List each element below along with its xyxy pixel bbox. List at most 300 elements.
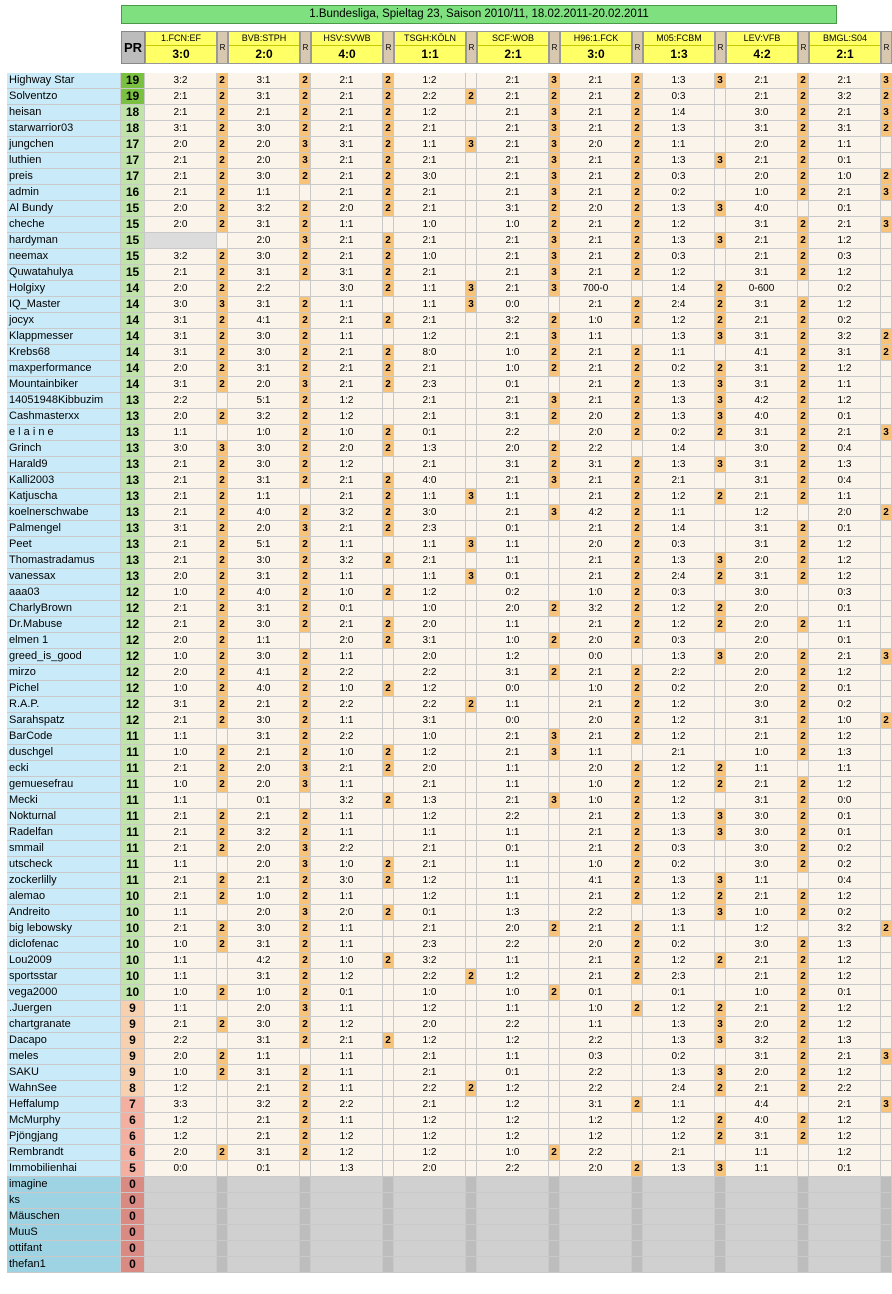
score-cell	[881, 633, 892, 649]
tip-cell: 3:1	[726, 457, 798, 473]
tip-cell: 2:1	[145, 89, 217, 105]
score-cell	[549, 777, 560, 793]
player-points: 13	[121, 473, 145, 489]
score-cell	[217, 1209, 228, 1225]
score-cell: 2	[632, 297, 643, 313]
tip-cell: 0:2	[809, 841, 881, 857]
score-cell	[881, 297, 892, 313]
tip-cell: 2:1	[145, 761, 217, 777]
score-cell: 3	[466, 281, 477, 297]
score-cell	[632, 1049, 643, 1065]
player-name: gemuesefrau	[7, 777, 121, 793]
score-cell: 2	[632, 969, 643, 985]
score-cell: 2	[798, 665, 809, 681]
score-cell	[715, 121, 726, 137]
score-cell: 2	[632, 569, 643, 585]
player-name: Pjöngjang	[7, 1129, 121, 1145]
tip-cell: 1:2	[809, 889, 881, 905]
score-cell: 2	[217, 601, 228, 617]
tip-cell: 3:0	[394, 505, 466, 521]
score-cell: 2	[300, 329, 311, 345]
tip-cell: 1:2	[809, 393, 881, 409]
tip-cell: 1:0	[394, 217, 466, 233]
score-cell: 3	[715, 1065, 726, 1081]
score-cell	[881, 953, 892, 969]
tip-cell: 3:1	[145, 313, 217, 329]
score-cell	[881, 601, 892, 617]
score-cell	[632, 1257, 643, 1273]
score-cell	[549, 1209, 560, 1225]
score-cell: 2	[632, 505, 643, 521]
table-row	[7, 1257, 839, 1273]
score-cell: 2	[383, 233, 394, 249]
match-result: 4:2	[753, 47, 771, 61]
player-name: WahnSee	[7, 1081, 121, 1097]
tip-cell: 2:0	[560, 937, 632, 953]
tip-cell: 1:2	[311, 1145, 383, 1161]
score-cell: 2	[632, 425, 643, 441]
table-row	[7, 569, 852, 585]
player-name: CharlyBrown	[7, 601, 121, 617]
score-cell: 3	[715, 73, 726, 89]
tip-cell: 1:2	[643, 1129, 715, 1145]
score-cell: 3	[715, 1033, 726, 1049]
tip-cell: 3:1	[726, 297, 798, 313]
score-cell: 2	[383, 121, 394, 137]
tip-cell: 2:0	[145, 665, 217, 681]
score-cell: 2	[632, 521, 643, 537]
score-cell	[549, 937, 560, 953]
score-cell: 2	[217, 489, 228, 505]
tip-cell: 2:0	[228, 233, 300, 249]
player-name: chartgranate	[7, 1017, 121, 1033]
tip-cell: 2:1	[726, 489, 798, 505]
table-row	[7, 1129, 852, 1145]
score-cell: 2	[300, 361, 311, 377]
score-cell: 3	[881, 185, 892, 201]
tip-cell: 1:1	[311, 537, 383, 553]
tip-cell: 1:1	[394, 569, 466, 585]
score-cell: 2	[300, 1033, 311, 1049]
score-cell: 3	[715, 393, 726, 409]
score-cell	[466, 601, 477, 617]
score-cell	[466, 393, 477, 409]
player-points: 12	[121, 617, 145, 633]
score-cell	[881, 841, 892, 857]
score-cell	[549, 1177, 560, 1193]
player-points: 11	[121, 857, 145, 873]
score-cell	[466, 617, 477, 633]
score-cell	[715, 1225, 726, 1241]
tip-cell: 1:2	[643, 889, 715, 905]
tip-cell	[228, 1193, 300, 1209]
tip-cell	[228, 1257, 300, 1273]
tip-cell: 1:0	[560, 777, 632, 793]
tip-cell: 1:1	[228, 633, 300, 649]
score-cell: 3	[549, 137, 560, 153]
score-cell	[881, 1033, 892, 1049]
player-name: thefan1	[7, 1257, 121, 1273]
score-cell: 2	[300, 1081, 311, 1097]
tip-cell: 2:1	[726, 969, 798, 985]
tip-cell: 1:3	[809, 745, 881, 761]
tip-cell: 3:1	[145, 345, 217, 361]
score-cell: 2	[798, 809, 809, 825]
score-cell	[798, 1225, 809, 1241]
player-points: 14	[121, 281, 145, 297]
tip-cell: 1:2	[643, 953, 715, 969]
tip-cell: 3:1	[809, 121, 881, 137]
tip-cell: 2:0	[145, 137, 217, 153]
score-cell: 3	[549, 185, 560, 201]
score-cell: 2	[217, 825, 228, 841]
score-cell	[466, 553, 477, 569]
score-cell: 2	[217, 121, 228, 137]
score-cell: 2	[217, 873, 228, 889]
score-cell: 2	[632, 889, 643, 905]
score-cell: 2	[632, 537, 643, 553]
tip-cell: 1:1	[311, 937, 383, 953]
tip-cell	[643, 1241, 715, 1257]
score-cell	[632, 1081, 643, 1097]
score-cell: 2	[632, 841, 643, 857]
tip-cell: 2:2	[394, 89, 466, 105]
tip-cell: 2:2	[477, 937, 549, 953]
table-row	[7, 1017, 852, 1033]
tip-cell: 2:0	[228, 841, 300, 857]
match-result: 3:0	[172, 47, 190, 61]
score-cell	[715, 969, 726, 985]
tip-cell: 2:3	[394, 521, 466, 537]
tip-cell: 3:0	[228, 345, 300, 361]
player-name: starwarrior03	[7, 121, 121, 137]
score-cell	[881, 1129, 892, 1145]
tip-cell: 3:0	[145, 297, 217, 313]
tip-cell: 2:3	[394, 377, 466, 393]
tip-cell: 2:1	[809, 73, 881, 89]
player-points: 9	[121, 1017, 145, 1033]
score-cell	[881, 537, 892, 553]
tip-cell: 1:1	[809, 761, 881, 777]
table-row	[7, 697, 852, 713]
player-name: preis	[7, 169, 121, 185]
score-cell	[383, 1017, 394, 1033]
tip-cell	[228, 1177, 300, 1193]
score-cell: 3	[715, 201, 726, 217]
tip-cell: 1:2	[560, 1113, 632, 1129]
tip-cell: 3:0	[311, 281, 383, 297]
table-row	[7, 649, 889, 665]
score-cell: 2	[300, 409, 311, 425]
tip-cell: 2:1	[560, 617, 632, 633]
score-cell	[466, 1017, 477, 1033]
score-cell: 2	[217, 777, 228, 793]
player-name: utscheck	[7, 857, 121, 873]
score-cell: 3	[715, 457, 726, 473]
tip-cell: 700-0	[560, 281, 632, 297]
score-cell	[466, 985, 477, 1001]
tip-cell: 2:0	[394, 649, 466, 665]
tip-cell: 2:1	[394, 1049, 466, 1065]
tip-cell: 0:0	[145, 1161, 217, 1177]
tip-cell: 0:3	[643, 633, 715, 649]
match-header-9	[809, 31, 881, 64]
tip-cell: 2:1	[560, 489, 632, 505]
score-cell	[383, 889, 394, 905]
tip-cell: 2:1	[394, 121, 466, 137]
tip-cell: 2:0	[726, 681, 798, 697]
score-cell	[217, 1257, 228, 1273]
score-cell: 2	[300, 937, 311, 953]
score-cell	[798, 201, 809, 217]
score-cell	[881, 617, 892, 633]
score-cell	[798, 601, 809, 617]
tip-cell: 1:2	[809, 569, 881, 585]
tip-cell: 1:2	[477, 1081, 549, 1097]
tip-cell: 0:1	[809, 521, 881, 537]
score-cell	[466, 761, 477, 777]
table-row	[7, 905, 852, 921]
score-cell	[383, 297, 394, 313]
tip-cell: 0:1	[560, 985, 632, 1001]
player-name: Palmengel	[7, 521, 121, 537]
tip-cell: 0:1	[809, 601, 881, 617]
tip-cell: 1:3	[643, 1017, 715, 1033]
score-cell: 2	[549, 409, 560, 425]
tip-cell: 2:0	[394, 761, 466, 777]
score-cell	[466, 889, 477, 905]
tip-cell: 1:1	[311, 809, 383, 825]
score-cell: 2	[632, 585, 643, 601]
score-cell	[881, 361, 892, 377]
tip-cell: 0:1	[643, 985, 715, 1001]
tip-cell: 1:1	[228, 489, 300, 505]
score-cell: 2	[632, 409, 643, 425]
match-name: HSV:SVWB	[312, 32, 382, 46]
match-name: BVB:STPH	[229, 32, 299, 46]
tip-cell: 1:3	[643, 1161, 715, 1177]
tip-cell: 1:1	[394, 297, 466, 313]
score-cell: 2	[217, 169, 228, 185]
tip-cell: 2:0	[145, 201, 217, 217]
tip-cell: 0:0	[809, 793, 881, 809]
score-cell: 2	[798, 777, 809, 793]
tip-cell	[643, 1177, 715, 1193]
table-row	[7, 233, 852, 249]
score-cell: 3	[715, 809, 726, 825]
tip-cell: 3:1	[311, 265, 383, 281]
score-cell	[798, 1257, 809, 1273]
tip-cell: 1:1	[477, 825, 549, 841]
tip-cell: 1:3	[643, 553, 715, 569]
score-cell	[383, 1113, 394, 1129]
score-cell	[632, 905, 643, 921]
tip-cell: 2:0	[726, 617, 798, 633]
tip-cell: 2:1	[311, 185, 383, 201]
tip-cell: 1:3	[643, 393, 715, 409]
tip-cell: 3:2	[809, 921, 881, 937]
score-cell	[881, 793, 892, 809]
tip-cell: 3:2	[560, 601, 632, 617]
score-cell: 3	[300, 137, 311, 153]
score-cell: 2	[632, 185, 643, 201]
tip-cell: 1:0	[311, 745, 383, 761]
score-cell: 3	[881, 217, 892, 233]
score-cell: 2	[466, 89, 477, 105]
score-cell: 2	[217, 521, 228, 537]
score-cell: 2	[300, 825, 311, 841]
score-cell: 2	[632, 393, 643, 409]
score-cell	[466, 649, 477, 665]
score-cell: 2	[300, 1129, 311, 1145]
score-cell: 2	[881, 121, 892, 137]
tip-cell: 2:1	[394, 265, 466, 281]
tip-cell: 1:1	[477, 489, 549, 505]
match-name: LEV:VFB	[727, 32, 797, 46]
score-cell	[466, 777, 477, 793]
score-cell: 2	[300, 697, 311, 713]
tip-cell: 1:1	[394, 537, 466, 553]
tip-cell: 2:2	[145, 1033, 217, 1049]
tip-cell: 5:1	[228, 393, 300, 409]
score-cell: 2	[383, 425, 394, 441]
tip-cell: 0:2	[643, 857, 715, 873]
tip-cell	[809, 1257, 881, 1273]
score-cell	[881, 697, 892, 713]
tip-cell: 3:0	[228, 329, 300, 345]
tip-cell: 1:2	[477, 1129, 549, 1145]
score-cell	[881, 473, 892, 489]
player-name: Krebs68	[7, 345, 121, 361]
player-points: 11	[121, 745, 145, 761]
tip-cell: 1:0	[477, 1145, 549, 1161]
player-name: Mäuschen	[7, 1209, 121, 1225]
score-cell	[798, 921, 809, 937]
score-cell: 2	[383, 793, 394, 809]
tip-cell: 1:1	[311, 921, 383, 937]
score-cell: 3	[300, 761, 311, 777]
tip-cell: 2:1	[394, 777, 466, 793]
score-cell	[881, 393, 892, 409]
score-cell: 2	[798, 489, 809, 505]
score-cell: 2	[383, 617, 394, 633]
score-cell	[217, 1161, 228, 1177]
score-cell	[632, 441, 643, 457]
score-cell: 3	[549, 281, 560, 297]
player-name: Klappmesser	[7, 329, 121, 345]
table-row	[7, 857, 852, 873]
tip-cell: 1:3	[643, 873, 715, 889]
score-cell	[715, 473, 726, 489]
tip-cell: 1:0	[394, 601, 466, 617]
tip-cell: 0:3	[560, 1049, 632, 1065]
tip-cell: 1:2	[394, 745, 466, 761]
tip-cell: 2:1	[560, 361, 632, 377]
tip-cell: 2:0	[560, 425, 632, 441]
score-cell: 2	[798, 153, 809, 169]
tip-cell: 2:1	[394, 841, 466, 857]
score-cell: 2	[300, 1113, 311, 1129]
score-cell	[715, 665, 726, 681]
tip-cell: 1:1	[145, 793, 217, 809]
score-cell	[881, 1257, 892, 1273]
tip-cell	[228, 1209, 300, 1225]
score-cell: 2	[300, 105, 311, 121]
score-cell	[881, 665, 892, 681]
score-cell: 2	[300, 425, 311, 441]
tip-cell: 1:0	[560, 1001, 632, 1017]
score-cell: 3	[300, 377, 311, 393]
score-cell	[549, 553, 560, 569]
tip-cell: 0-600	[726, 281, 798, 297]
tip-cell: 0:1	[809, 985, 881, 1001]
player-name: jungchen	[7, 137, 121, 153]
player-points: 5	[121, 1161, 145, 1177]
score-cell	[466, 873, 477, 889]
tip-cell: 2:2	[311, 697, 383, 713]
tip-cell: 2:1	[394, 393, 466, 409]
score-cell: 2	[217, 697, 228, 713]
tip-cell: 2:0	[228, 777, 300, 793]
tip-cell: 1:1	[145, 425, 217, 441]
score-cell	[798, 761, 809, 777]
score-cell: 2	[383, 873, 394, 889]
score-cell: 2	[383, 633, 394, 649]
score-cell: 2	[217, 889, 228, 905]
score-cell: 2	[217, 841, 228, 857]
score-cell: 2	[798, 825, 809, 841]
score-cell: 3	[549, 265, 560, 281]
tip-cell: 1:2	[643, 313, 715, 329]
tip-cell: 3:1	[228, 601, 300, 617]
score-cell	[466, 1097, 477, 1113]
tip-cell: 2:1	[394, 361, 466, 377]
score-cell: 2	[715, 281, 726, 297]
score-cell	[549, 1257, 560, 1273]
score-cell	[300, 1209, 311, 1225]
score-cell	[217, 425, 228, 441]
player-points: 19	[121, 73, 145, 89]
score-cell: 2	[300, 873, 311, 889]
score-cell: 3	[715, 649, 726, 665]
tip-cell: 3:0	[145, 441, 217, 457]
score-cell: 3	[549, 329, 560, 345]
score-cell	[632, 1145, 643, 1161]
tip-cell: 0:1	[477, 569, 549, 585]
score-cell: 3	[549, 249, 560, 265]
score-cell	[632, 1129, 643, 1145]
tip-cell: 2:1	[477, 393, 549, 409]
score-cell: 2	[300, 1097, 311, 1113]
tip-cell: 1:3	[643, 409, 715, 425]
player-points: 10	[121, 953, 145, 969]
table-row	[7, 473, 852, 489]
player-name: koelnerschwabe	[7, 505, 121, 521]
score-cell: 2	[217, 1145, 228, 1161]
table-row	[7, 969, 852, 985]
tip-cell	[145, 1225, 217, 1241]
player-points: 13	[121, 521, 145, 537]
tip-cell: 2:1	[228, 105, 300, 121]
tip-cell: 1:2	[809, 729, 881, 745]
match-result: 1:1	[421, 47, 439, 61]
score-cell	[881, 1209, 892, 1225]
tip-cell: 1:2	[809, 1145, 881, 1161]
tip-cell	[560, 1225, 632, 1241]
tip-cell: 1:3	[643, 233, 715, 249]
tip-cell: 4:2	[726, 393, 798, 409]
tip-cell: 1:2	[809, 969, 881, 985]
